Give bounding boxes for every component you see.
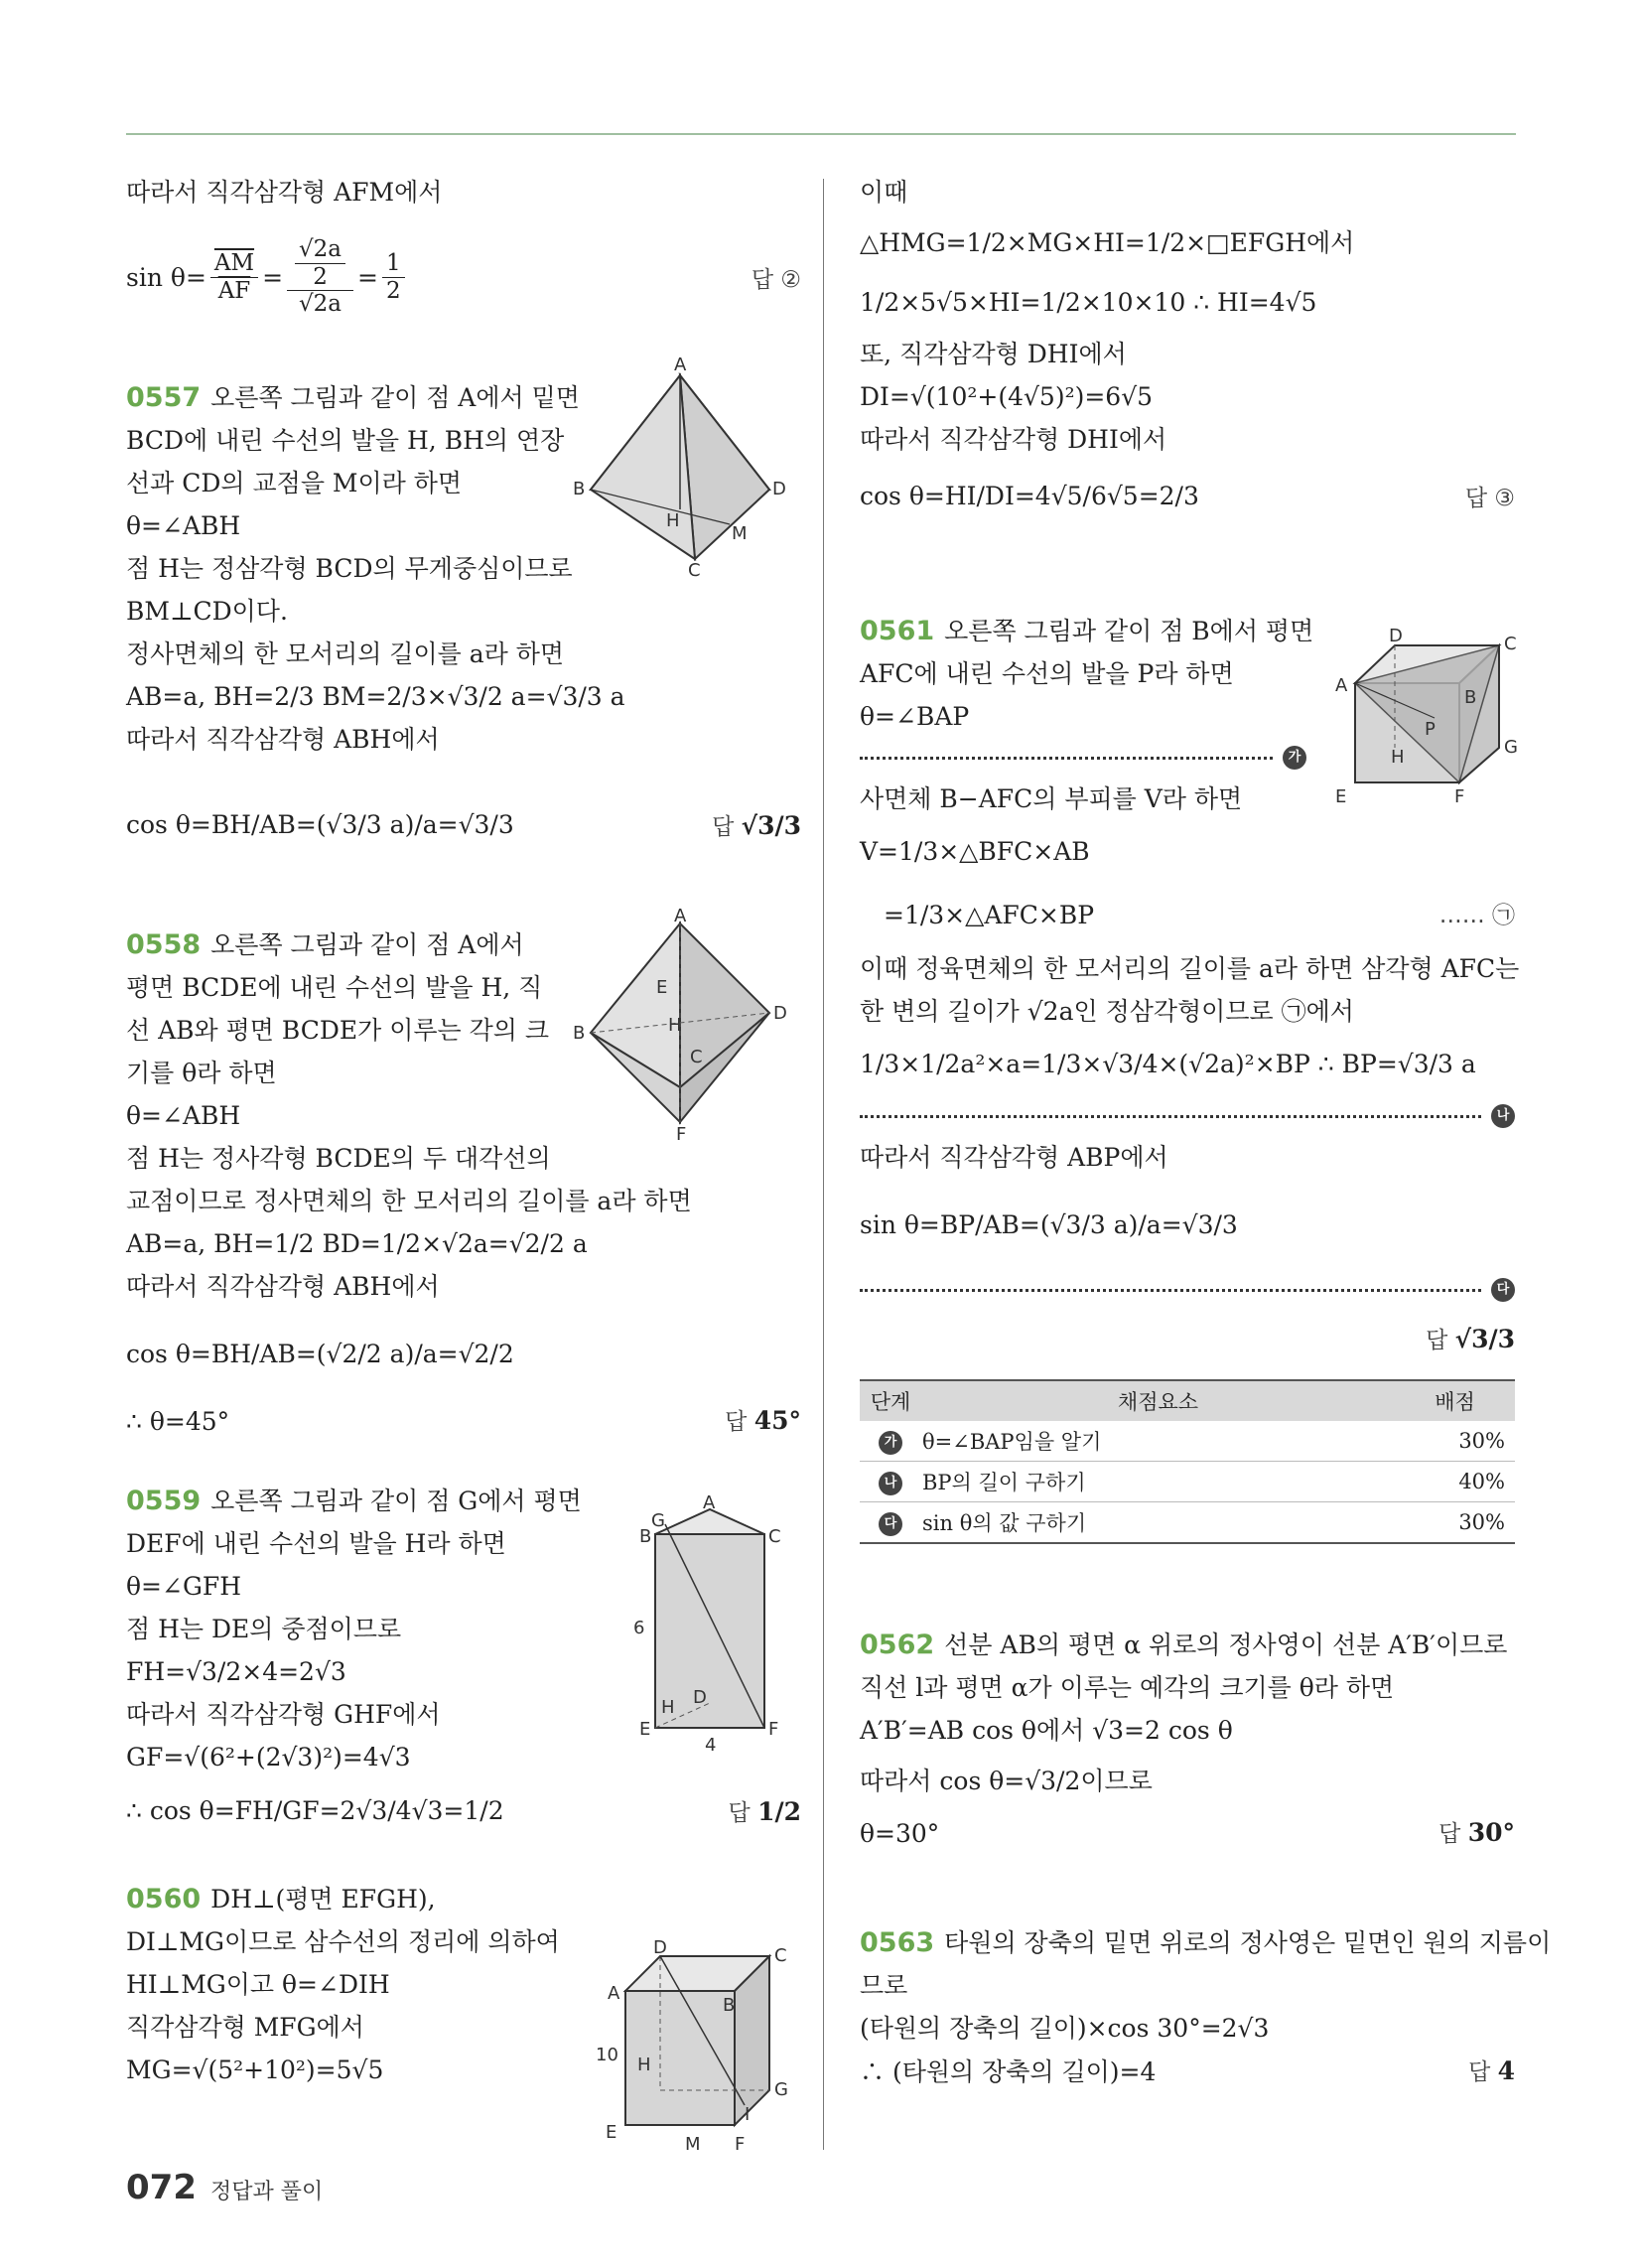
problem-0559: 0559 오른쪽 그림과 같이 점 G에서 평면 DEF에 내린 수선의 발을 H라 하면 θ=∠GFH 점 H는 DE의 중점이므로 FH=√3/2×4=2√3 따라서 직각삼각형 GHF에서 GF=√(6²+(2√3)²)=4√3 ∴ cos θ=FH/GF=2√3/4√3=1/2 답 1/2 (126, 1486, 801, 1826)
svg-text:G: G (1504, 737, 1518, 758)
cos-equation: cos θ=HI/DI=4√5/6√5=2/3 (860, 481, 1199, 510)
svg-text:F: F (735, 2134, 746, 2155)
step-divider (860, 1096, 1515, 1136)
intro-line: 따라서 직각삼각형 AFM에서 (126, 178, 443, 207)
problem-number: 0558 (126, 929, 202, 960)
svg-text:A: A (703, 1492, 716, 1513)
equation-marker: …… ㉠ (1438, 903, 1515, 928)
problem-number: 0559 (126, 1486, 202, 1516)
page-footer (126, 2168, 323, 2207)
header-rule (126, 133, 1516, 135)
svg-text:H: H (1391, 747, 1405, 768)
svg-text:E: E (1335, 786, 1347, 807)
right-column (860, 171, 1552, 2094)
svg-text:M: M (685, 2134, 701, 2155)
cube-figure-0561 (1325, 624, 1524, 822)
problem-0560: 0560 DH⊥(평면 EFGH), DI⊥MG이므로 삼수선의 정리에 의하여 HI⊥MG이고 θ=∠DIH 직각삼각형 MFG에서 MG=√(5²+10²)=5√5 (126, 1884, 560, 2084)
svg-text:A: A (608, 1983, 620, 2004)
fraction: $\frac{\frac{√2a}{2}}{√2a}$ (287, 236, 353, 317)
page-label: 정답과 풀이 (209, 2180, 324, 2204)
sin-equation: sin θ=BP/AB=(√3/3 a)/a=√3/3 (860, 1209, 1238, 1239)
svg-text:E: E (639, 1719, 651, 1740)
cos-equation: cos θ=BH/AB=(√3/3 a)/a=√3/3 (126, 809, 514, 839)
answer: 답 √3/3 (712, 810, 801, 840)
answer: 답 30° (1438, 1818, 1515, 1847)
problem-0562: 0562 선분 AB의 평면 α 위로의 정사영이 선분 A′B′이므로 직선 l과 평면 α가 이루는 예각의 크기를 θ라 하면 A′B′=AB cos θ에서 √3=2 cos θ 따라서 cos θ=√3/2이므로 θ=30° 답 30° (860, 1624, 1515, 1856)
table-row: 다 sin θ의 값 구하기 30% (860, 1502, 1515, 1544)
step-mark: 가 (1283, 746, 1306, 770)
problem-0557: 0557 오른쪽 그림과 같이 점 A에서 밑면 BCD에 내린 수선의 발을 H, BH의 연장 선과 CD의 교점을 M이라 하면 θ=∠ABH 점 H는 정삼각형 BCD의 무게중심이므로 BM⊥CD이다. 정사면체의 한 모서리의 길이를 a라 하면 AB=a, BH=2/3 BM=2/3×√3/2 a=√3/3 a 따라서 직각삼각형 ABH에서 cos θ=BH/AB=(√3/3 a)/a=√3/3 답 √3/3 (126, 382, 801, 840)
problem-number: 0562 (860, 1630, 935, 1660)
svg-text:B: B (1464, 687, 1477, 708)
svg-text:D: D (772, 479, 786, 499)
svg-text:C: C (1504, 634, 1517, 654)
step-divider (860, 1270, 1515, 1310)
tetrahedron-figure-0557 (571, 354, 789, 581)
problem-number: 0561 (860, 616, 935, 646)
scoring-table: 단계 채점요소 배점 가 θ=∠BAP임을 알기 30% 나 BP의 길이 구하기 40% 다 sin θ의 값 구하기 30% (860, 1379, 1515, 1544)
cos-equation: cos θ=BH/AB=(√2/2 a)/a=√2/2 (126, 1339, 514, 1368)
answer: 답 1/2 (728, 1796, 801, 1826)
step-mark: 나 (1491, 1104, 1515, 1128)
fraction: $\frac{\overline{AM}}{AF}$ (210, 250, 258, 304)
svg-text:B: B (723, 1995, 736, 2016)
svg-text:D: D (773, 1003, 787, 1024)
svg-text:I: I (745, 2104, 751, 2125)
svg-text:F: F (676, 1124, 687, 1145)
problem-0561: 0561 오른쪽 그림과 같이 점 B에서 평면 AFC에 내린 수선의 발을 P라 하면 θ=∠BAP 가 사면체 B−AFC의 부피를 V라 하면 V=1/3×△BFC×AB =1/3×△AFC×BP …… ㉠ 이때 정육면체의 한 모서리의 길이를 a라 하면 삼각형 AFC는 한 변의 길이가 √2a인 정삼각형이므로 ㉠에서 1/3×1/2a²×a=1/3×√3/4×(√2a)²×BP ∴ BP=√3/3 a 나 따라서 직각삼각형 ABP에서 sin θ=BP/AB=(√3/3 a)/a=√3/3 다 답 √3/3 단계 채점요소 배점 가 θ=∠BAP임을 알기 30% 나 BP의 길이 구하기 40% 다 sin θ의 값 구하기 30% (860, 610, 1515, 1544)
table-row: 나 BP의 길이 구하기 40% (860, 1462, 1515, 1502)
svg-text:B: B (573, 1023, 586, 1044)
svg-text:E: E (656, 977, 668, 998)
svg-text:G: G (774, 2079, 788, 2100)
table-row: 가 θ=∠BAP임을 알기 30% (860, 1421, 1515, 1462)
svg-text:D: D (1389, 626, 1403, 646)
problem-0558: 0558 오른쪽 그림과 같이 점 A에서 평면 BCDE에 내린 수선의 발을 H, 직 선 AB와 평면 BCDE가 이루는 각의 크 기를 θ라 하면 θ=∠ABH 점 H는 정사각형 BCDE의 두 대각선의 교점이므로 정사면체의 한 모서리의 길이를 a라 하면 AB=a, BH=1/2 BD=1/2×√2a=√2/2 a 따라서 직각삼각형 ABH에서 cos θ=BH/AB=(√2/2 a)/a=√2/2 ∴ θ=45° 답 45° (126, 923, 801, 1444)
column-divider (823, 179, 824, 2150)
prism-figure-0559 (625, 1492, 794, 1763)
cube-figure-0560 (596, 1937, 794, 2160)
svg-text:C: C (688, 560, 701, 581)
svg-text:4: 4 (705, 1735, 717, 1756)
problem-0563: 0563 타원의 장축의 밑면 위로의 정사영은 밑면인 원의 지름이 므로 (타원의 장축의 길이)×cos 30°=2√3 ∴ (타원의 장축의 길이)=4 답 4 (860, 1921, 1515, 2094)
svg-text:F: F (768, 1719, 779, 1740)
problem-number: 0563 (860, 1927, 935, 1958)
svg-text:F: F (1454, 786, 1465, 807)
problem-number: 0560 (126, 1884, 202, 1914)
svg-text:10: 10 (596, 2045, 618, 2065)
answer: 답 √3/3 (1426, 1324, 1515, 1353)
step-mark: 다 (1491, 1278, 1515, 1302)
problem-0560-continued: 이때 △HMG=1/2×MG×HI=1/2×□EFGH에서 1/2×5√5×HI=1/2×10×10 ∴ HI=4√5 또, 직각삼각형 DHI에서 DI=√(10²+(4√5)²)=6√5 따라서 직각삼각형 DHI에서 cos θ=HI/DI=4√5/6√5=2/3 답 ③ (860, 178, 1515, 511)
answer: 답 4 (1468, 2056, 1515, 2085)
octahedron-figure-0558 (571, 906, 789, 1145)
svg-text:B: B (639, 1526, 652, 1547)
fraction: $\frac{1}{2}$ (382, 250, 405, 304)
svg-text:H: H (637, 2055, 651, 2075)
problem-number: 0557 (126, 382, 202, 413)
svg-text:M: M (732, 523, 748, 544)
svg-text:B: B (573, 479, 586, 499)
svg-text:D: D (693, 1687, 707, 1708)
svg-text:C: C (768, 1526, 781, 1547)
svg-text:H: H (668, 1015, 682, 1036)
svg-text:H: H (661, 1697, 675, 1718)
svg-text:C: C (774, 1945, 787, 1966)
svg-text:H: H (666, 510, 680, 531)
step-divider (860, 738, 1306, 778)
answer: 답 ③ (1464, 485, 1515, 511)
svg-text:D: D (653, 1937, 667, 1958)
svg-text:G: G (651, 1510, 665, 1531)
cos-equation: ∴ cos θ=FH/GF=2√3/4√3=1/2 (126, 1795, 504, 1825)
svg-text:C: C (690, 1047, 703, 1067)
answer: 답 45° (725, 1406, 801, 1435)
svg-text:E: E (606, 2122, 617, 2143)
page-number: 072 (126, 2168, 197, 2207)
svg-text:P: P (1425, 719, 1436, 740)
svg-text:A: A (674, 354, 687, 375)
answer: 답 ② (751, 266, 801, 293)
svg-text:A: A (674, 906, 687, 926)
svg-text:6: 6 (633, 1618, 645, 1638)
svg-text:A: A (1335, 675, 1348, 696)
intro-equation: sin θ = $\frac{\overline{AM}}{AF}$ = $\frac{\frac{√2a}{2}}{√2a}$ = $\frac{1}{2}$ 답 ② (126, 236, 801, 318)
